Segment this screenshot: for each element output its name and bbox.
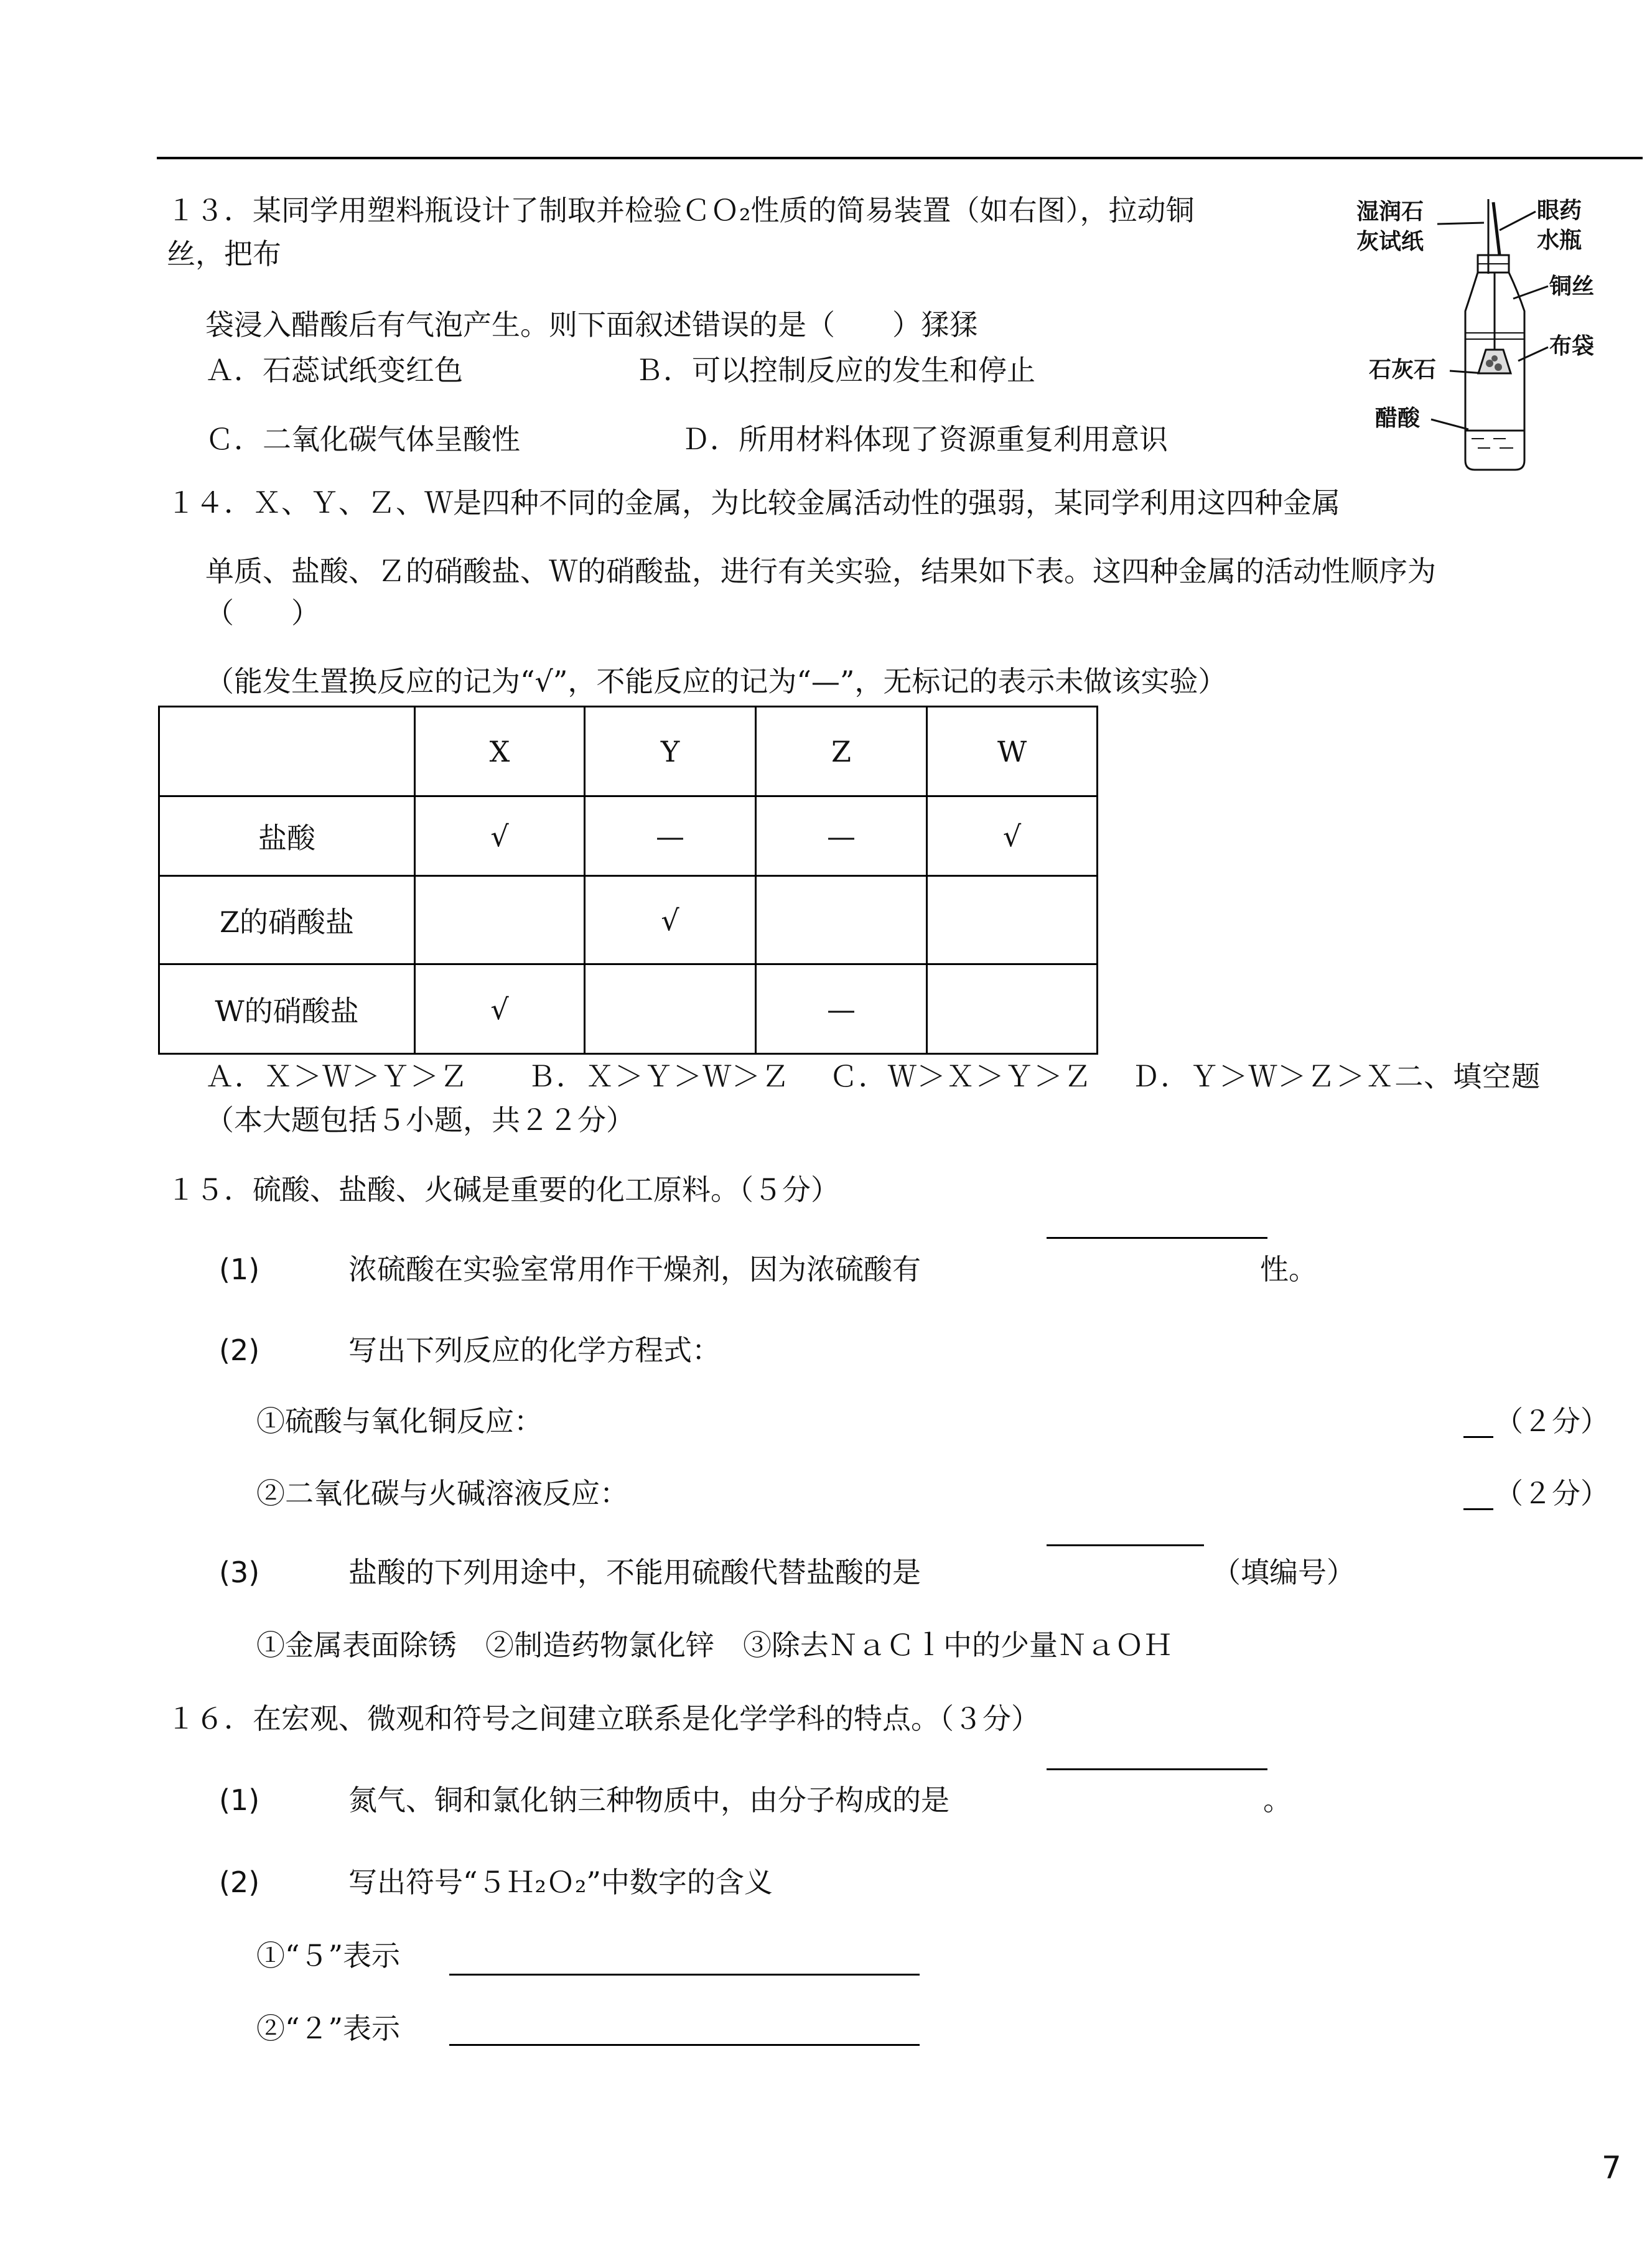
header-rule — [157, 157, 1643, 159]
q16-part1-suffix: 。 — [1263, 1783, 1292, 1817]
q16-part2-a-blank[interactable] — [449, 1974, 920, 1976]
q15-part1-suffix: 性。 — [1260, 1253, 1317, 1286]
table-header-cell — [159, 707, 415, 796]
q13-option-c: Ｃ．二氧化碳气体呈酸性 — [205, 422, 520, 456]
q15-part3-text: 盐酸的下列用途中，不能用硫酸代替盐酸的是 — [348, 1556, 921, 1589]
table-row — [159, 964, 1098, 1054]
q15-part3-number: (3) — [219, 1556, 260, 1589]
q15-part2-b-blank[interactable] — [1463, 1508, 1493, 1510]
q14-line1: １４．Ｘ、Ｙ、Ｚ、Ｗ是四种不同的金属，为比较金属活动性的强弱，某同学利用这四种金属 — [167, 486, 1340, 520]
table-cell — [756, 876, 927, 964]
q13-option-b: Ｂ．可以控制反应的发生和停止 — [635, 353, 1035, 387]
q16-part2-text: 写出符号“５Ｈ₂Ｏ₂”中数字的含义 — [348, 1865, 773, 1899]
table-row — [159, 796, 1098, 876]
q15-part2-text: 写出下列反应的化学方程式： — [348, 1333, 721, 1367]
q16-part1-text: 氮气、铜和氯化钠三种物质中，由分子构成的是 — [348, 1783, 949, 1817]
q13-option-a: Ａ．石蕊试纸变红色 — [205, 353, 463, 387]
q14-options: Ａ．Ｘ＞Ｗ＞Ｙ＞Ｚ Ｂ．Ｘ＞Ｙ＞Ｗ＞Ｚ Ｃ．Ｗ＞Ｘ＞Ｙ＞Ｚ Ｄ．Ｙ＞Ｗ＞Ｚ＞Ｘ二、填空题 — [205, 1060, 1541, 1093]
q13-line2: 丝，把布 — [167, 237, 281, 271]
q15-title: １５．硫酸、盐酸、火碱是重要的化工原料。（５分） — [167, 1173, 839, 1206]
label-litmus-2: 灰试纸 — [1356, 229, 1424, 254]
co2-apparatus-figure — [1350, 187, 1618, 479]
table-cell: 盐酸 — [159, 796, 415, 876]
q15-part2-a-blank[interactable] — [1463, 1436, 1493, 1438]
table-header-row — [159, 707, 1098, 796]
table-header-cell: X — [415, 707, 585, 796]
q15-part2-b-score: （２分） — [1495, 1477, 1609, 1510]
label-acid: 醋酸 — [1375, 406, 1421, 431]
q14-line2: 单质、盐酸、Ｚ的硝酸盐、Ｗ的硝酸盐，进行有关实验，结果如下表。这四种金属的活动性顺序为 — [205, 554, 1436, 588]
section-note: （本大题包括５小题，共２２分） — [205, 1103, 635, 1137]
metal-activity-table — [158, 706, 1098, 1055]
table-cell — [927, 876, 1098, 964]
q16-part2-a: ①“５”表示 — [256, 1939, 401, 1972]
q16-part1-blank[interactable] — [1047, 1768, 1267, 1770]
label-bottle-1: 眼药 — [1537, 198, 1582, 223]
table-cell: W的硝酸盐 — [159, 964, 415, 1054]
table-header-cell: Y — [585, 707, 756, 796]
q15-part2-number: (2) — [219, 1333, 260, 1367]
table-header-cell: Z — [756, 707, 927, 796]
table-cell: √ — [585, 876, 756, 964]
table-cell — [927, 964, 1098, 1054]
q13-line1: １３．某同学用塑料瓶设计了制取并检验ＣＯ₂性质的简易装置（如右图），拉动铜 — [167, 194, 1195, 227]
table-cell: √ — [927, 796, 1098, 876]
q15-part1-text: 浓硫酸在实验室常用作干燥剂，因为浓硫酸有 — [348, 1253, 921, 1286]
label-litmus-1: 湿润石 — [1356, 199, 1424, 225]
q15-part2-a: ①硫酸与氧化铜反应： — [256, 1404, 543, 1438]
table-row — [159, 876, 1098, 964]
q15-part3-blank[interactable] — [1047, 1544, 1204, 1546]
q13-option-d: Ｄ．所用材料体现了资源重复利用意识 — [681, 422, 1168, 456]
table-cell: — — [756, 964, 927, 1054]
q16-part1-number: (1) — [219, 1783, 260, 1817]
table-cell: Z的硝酸盐 — [159, 876, 415, 964]
q16-title: １６．在宏观、微观和符号之间建立联系是化学学科的特点。（３分） — [167, 1702, 1040, 1735]
label-bottle-2: 水瓶 — [1537, 228, 1582, 253]
label-limestone: 石灰石 — [1369, 357, 1437, 383]
table-cell: √ — [415, 796, 585, 876]
page-number: 7 — [1602, 2150, 1621, 2186]
table-cell — [415, 876, 585, 964]
label-wire: 铜丝 — [1549, 274, 1595, 299]
q15-part1-blank[interactable] — [1047, 1237, 1267, 1239]
table-cell: — — [585, 796, 756, 876]
q13-line3: 袋浸入醋酸后有气泡产生。则下面叙述错误的是（ ）猱猱 — [205, 308, 978, 342]
label-bag: 布袋 — [1549, 334, 1595, 359]
table-cell: √ — [415, 964, 585, 1054]
table-header-cell: W — [927, 707, 1098, 796]
q15-part1-number: (1) — [219, 1253, 260, 1286]
q16-part2-b-blank[interactable] — [449, 2044, 920, 2046]
q14-line3: （ ） — [205, 596, 320, 630]
q15-part3-options: ①金属表面除锈 ②制造药物氯化锌 ③除去ＮａＣｌ中的少量ＮａＯＨ — [256, 1628, 1172, 1662]
q15-part2-b: ②二氧化碳与火碱溶液反应： — [256, 1477, 628, 1510]
q14-note: （能发生置换反应的记为“√”，不能反应的记为“—”，无标记的表示未做该实验） — [205, 665, 1227, 698]
q16-part2-b: ②“２”表示 — [256, 2012, 401, 2045]
table-cell — [585, 964, 756, 1054]
table-cell: — — [756, 796, 927, 876]
q15-part3-suffix: （填编号） — [1212, 1556, 1355, 1589]
q15-part2-a-score: （２分） — [1495, 1404, 1609, 1438]
q16-part2-number: (2) — [219, 1865, 260, 1899]
